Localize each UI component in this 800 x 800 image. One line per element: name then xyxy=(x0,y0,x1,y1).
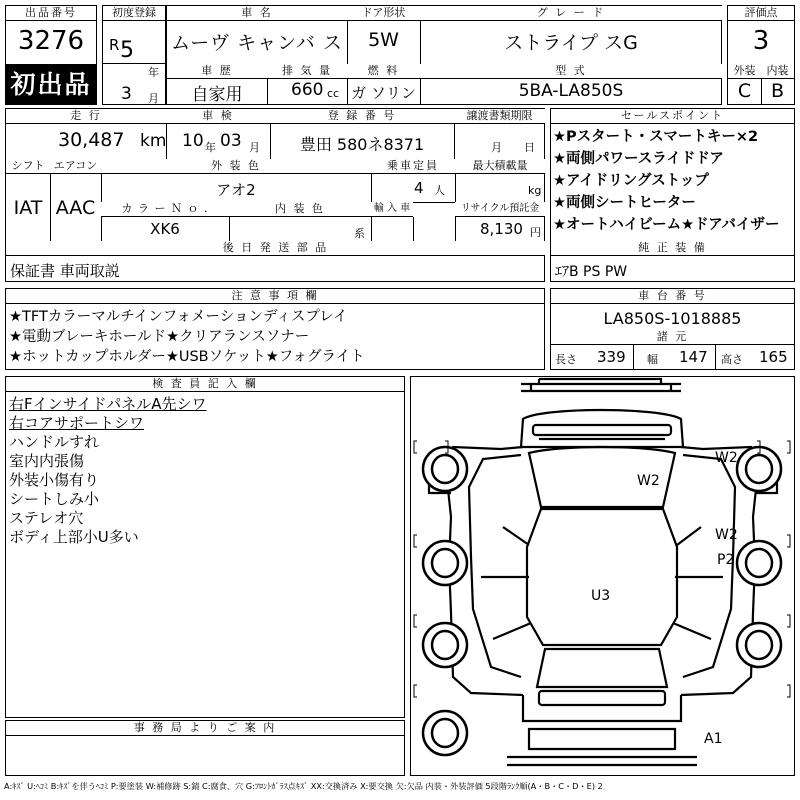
width-label: 幅 xyxy=(647,353,658,366)
interior-color-label: 内 装 色 xyxy=(229,202,371,217)
capacity-label: 乗車定員 xyxy=(371,159,455,174)
inspector-line: ハンドルすれ xyxy=(9,433,100,451)
width: 147 xyxy=(679,348,708,366)
displacement-unit: cc xyxy=(327,87,340,100)
sales-point: ★オートハイビーム★ドアバイザー xyxy=(553,217,780,233)
office-label: 事 務 局 よ り ご 案 内 xyxy=(6,721,404,736)
era: R xyxy=(109,36,120,54)
sales-point: ★Pスタート・スマートキー×2 xyxy=(553,129,759,145)
chassis-label: 車 台 番 号 xyxy=(551,289,794,304)
grade: ストライプ スG xyxy=(504,32,638,54)
sales-point: ★両側シートヒーター xyxy=(553,195,696,211)
genuine-equipment: ｴｱB PS PW xyxy=(555,264,628,280)
office-box xyxy=(5,720,405,776)
max-load-label: 最大積載量 xyxy=(455,159,545,174)
notes-label: 注 意 事 項 欄 xyxy=(6,289,544,304)
car-outline-drawing xyxy=(411,377,794,775)
inspector-line: 右コアサポートシワ xyxy=(9,414,145,432)
inspection-year: 10 xyxy=(182,131,204,151)
lot-number: 3276 xyxy=(17,26,85,56)
mileage-label: 走 行 xyxy=(6,109,166,124)
sales-point: ★アイドリングストップ xyxy=(553,173,709,189)
transfer-month: 月 xyxy=(491,141,502,154)
sales-points-label: セールスポイント xyxy=(551,109,794,124)
first-reg-month: 3 xyxy=(121,84,132,104)
legend: A:ｷｽﾞ U:ﾍｺﾐ B:ｷｽﾞを伴うﾍｺﾐ P:要塗装 W:補修跡 S:錆 C:腐食、穴 G:ﾌﾛﾝﾄｶﾞﾗｽ点ｷｽﾞ XX:交換済み X:要交換 欠:欠品 内装・外装評価 5段階ﾗﾝｸ順(A・B・C・D・E) 2 xyxy=(4,781,603,791)
height-label: 高さ xyxy=(721,353,743,366)
int-label: 内装 xyxy=(761,64,794,79)
inspector-line: ステレオ穴 xyxy=(9,509,84,527)
score-box xyxy=(727,5,795,105)
inspector-line: 外装小傷有り xyxy=(9,471,100,489)
damage-mark: W2 xyxy=(715,527,738,543)
transfer-deadline-label: 譲渡書類期限 xyxy=(454,109,545,124)
first-listing-badge: 初出品 xyxy=(5,64,97,105)
chassis-box xyxy=(550,288,795,370)
history: 自家用 xyxy=(191,85,243,105)
notes-box xyxy=(5,288,545,370)
color-number: XK6 xyxy=(150,220,180,238)
door-type: 5W xyxy=(368,29,399,51)
year-unit: 年 xyxy=(148,66,159,79)
model-label: 型 式 xyxy=(420,64,722,79)
ac: AAC xyxy=(55,197,96,219)
length: 339 xyxy=(597,348,626,366)
exterior-color-label: 外 装 色 xyxy=(101,159,371,174)
car-name: ムーヴ キャンバ ス xyxy=(171,32,343,54)
first-registration-label: 初度登録 xyxy=(103,6,165,21)
sales-point: ★両側パワースライドドア xyxy=(553,151,724,167)
inspection-year-unit: 年 xyxy=(205,141,216,154)
import-label: 輸 入 車 xyxy=(371,202,413,217)
score-label: 評価点 xyxy=(728,6,794,21)
capacity: 4 xyxy=(414,179,424,197)
lot-number-label: 出品番号 xyxy=(6,6,96,21)
transfer-day: 日 xyxy=(524,141,535,154)
chassis-number: LA850S-1018885 xyxy=(603,309,742,328)
length-label: 長さ xyxy=(555,353,577,366)
inspection-month-unit: 月 xyxy=(249,141,260,154)
door-label: ドア形状 xyxy=(347,6,420,21)
first-reg-year: 5 xyxy=(120,38,134,63)
inspector-list xyxy=(9,395,207,547)
shift-label: シフト xyxy=(6,159,50,174)
recycle-unit: 円 xyxy=(530,226,541,239)
sales-points-list xyxy=(553,126,780,236)
damage-mark: A1 xyxy=(704,731,723,747)
registration-label: 登 録 番 号 xyxy=(270,109,454,124)
inspection-month: 03 xyxy=(220,131,242,151)
details-box xyxy=(5,108,545,282)
exterior-color: アオ2 xyxy=(216,181,256,199)
mileage: 30,487 xyxy=(58,129,125,151)
notes-list xyxy=(9,307,365,367)
vehicle-info-box xyxy=(166,5,722,105)
int-score: B xyxy=(770,80,785,102)
inspector-line: シートしみ小 xyxy=(9,490,100,508)
note-line: ★電動ブレーキホールド★クリアランスソナー xyxy=(9,329,310,345)
fuel-label: 燃 料 xyxy=(347,64,420,79)
inspector-box xyxy=(5,376,405,718)
inspection-label: 車 検 xyxy=(166,109,270,124)
damage-mark: W2 xyxy=(637,473,660,489)
inspector-line: ボディ上部小U多い xyxy=(9,528,139,546)
note-line: ★TFTカラーマルチインフォメーションディスプレイ xyxy=(9,309,348,325)
damage-mark: U3 xyxy=(591,588,611,604)
note-line: ★ホットカップホルダー★USBソケット★フォグライト xyxy=(9,349,365,365)
damage-diagram xyxy=(410,376,795,776)
inspector-label: 検 査 員 記 入 欄 xyxy=(6,377,404,392)
mileage-unit: km xyxy=(140,131,167,151)
model-code: 5BA-LA850S xyxy=(518,81,624,101)
grade-label: グ レ ー ド xyxy=(420,6,722,21)
interior-color-unit: 系 xyxy=(354,227,365,240)
displacement-label: 排 気 量 xyxy=(267,64,347,79)
sales-points-box xyxy=(550,108,795,282)
later-parts: 保証書 車両取説 xyxy=(10,262,120,280)
ac-label: エアコン xyxy=(50,159,101,174)
first-registration-box xyxy=(102,5,166,105)
car-name-label: 車 名 xyxy=(167,6,347,21)
recycle-fee: 8,130 xyxy=(480,220,523,238)
score: 3 xyxy=(752,26,770,56)
color-number-label: カ ラ ー Ｎ ｏ . xyxy=(101,202,229,217)
capacity-unit: 人 xyxy=(434,184,445,197)
history-label: 車 歴 xyxy=(167,64,267,79)
inspector-line: 右FインサイドパネルA先シワ xyxy=(9,395,207,413)
fuel: ガ ソリン xyxy=(351,84,416,102)
registration-number: 豊田 580ネ8371 xyxy=(299,135,425,154)
max-load-unit: kg xyxy=(528,184,542,197)
inspector-line: 室内内張傷 xyxy=(9,452,85,470)
recycle-label: リサイクル預託金 xyxy=(455,202,545,217)
later-parts-label: 後 日 発 送 部 品 xyxy=(6,241,545,256)
ext-score: C xyxy=(737,80,752,102)
damage-mark: W2 xyxy=(715,450,738,466)
damage-mark: P2 xyxy=(717,552,735,568)
height: 165 xyxy=(759,348,788,366)
genuine-equipment-label: 純 正 装 備 xyxy=(551,241,794,256)
displacement: 660 xyxy=(291,80,324,100)
month-unit: 月 xyxy=(148,92,159,105)
ext-label: 外装 xyxy=(728,64,761,79)
shift: IAT xyxy=(13,197,43,219)
dimensions-label: 諸 元 xyxy=(551,330,794,345)
